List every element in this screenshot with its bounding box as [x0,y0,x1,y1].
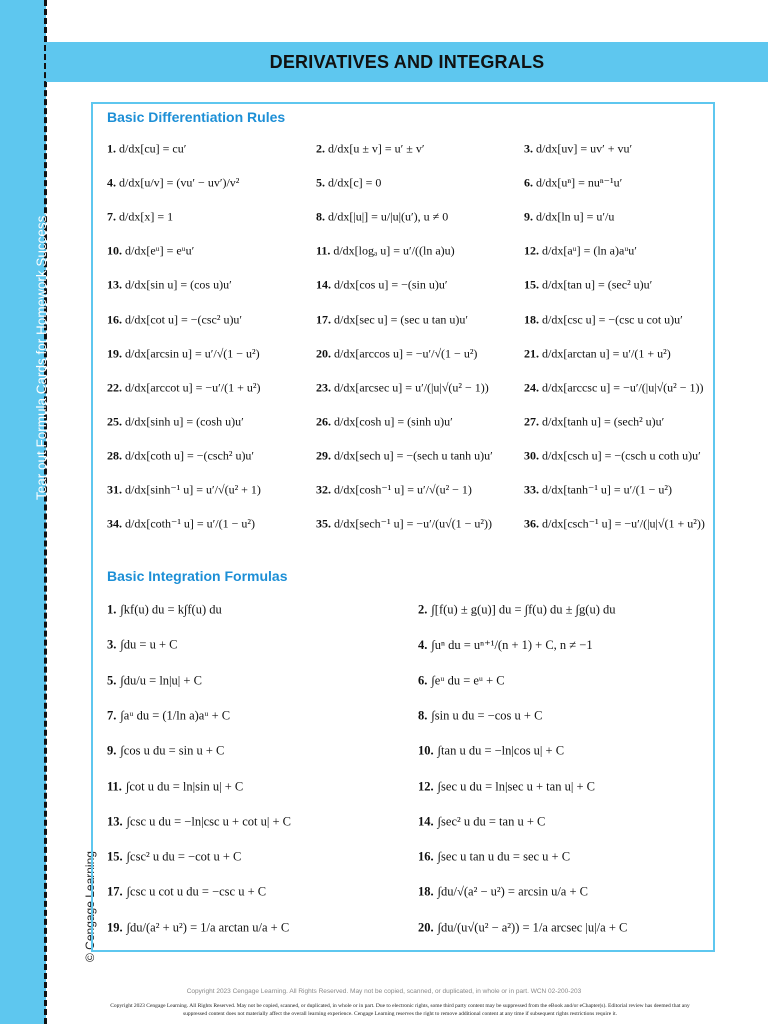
integration-rule [107,638,178,653]
rule-expression: d/dx[arcsin u] = u′/√(1 − u²) [125,346,260,361]
integration-rule [107,885,266,900]
rule-expression: d/dx[arccot u] = −u′/(1 + u²) [125,380,261,395]
rule-number: 25. [107,414,122,429]
rule-expression: d/dx[uv] = uv′ + vu′ [536,141,633,156]
differentiation-rule [524,517,705,532]
rule-expression: ∫du/√(a² − u²) = arcsin u/a + C [437,884,588,899]
rule-expression: d/dx[cu] = cu′ [119,141,187,156]
rule-number: 18. [418,884,434,899]
rule-number: 8. [418,708,428,723]
rule-number: 34. [107,516,122,531]
rule-expression: ∫sin u du = −cos u + C [431,708,543,723]
rule-expression: ∫aᵘ du = (1/ln a)aᵘ + C [120,708,231,723]
differentiation-rule [524,176,622,191]
differentiation-rule [316,176,381,191]
rule-number: 15. [107,849,123,864]
rule-number: 6. [418,673,428,688]
integration-rule [418,850,570,865]
differentiation-rule [316,142,425,157]
rule-number: 10. [107,243,122,258]
integration-rule [107,708,230,723]
differentiation-rule [524,210,614,225]
rule-number: 31. [107,482,122,497]
rule-expression: d/dx[cosh u] = (sinh u)u′ [334,414,453,429]
rule-expression: d/dx[cot u] = −(csc² u)u′ [125,312,243,326]
differentiation-rule [107,210,173,225]
rule-expression: ∫sec u tan u du = sec u + C [437,849,571,864]
rule-expression: ∫cos u du = sin u + C [120,743,225,758]
rule-number: 13. [107,277,122,292]
rule-expression: d/dx[sech⁻¹ u] = −u′/(u√(1 − u²)) [334,516,493,531]
differentiation-rule [107,346,260,361]
rule-number: 1. [107,141,116,156]
rights-notice: Copyright 2023 Cengage Learning. All Rights Reserved. May not be copied, scanned, or duplicated, in whole or in part. Due to electronic rights, some third party content may be suppressed from the eBook and/or eChapter(s). Editorial review has deemed that any suppressed content does not materially affect the overall learning experience. Cengage Learning reserves the right to remove additional content at any time if subsequent rights restrictions require it. [110,1003,690,1017]
rule-number: 8. [316,209,325,224]
rule-expression: ∫sec u du = ln|sec u + tan u| + C [437,779,595,793]
differentiation-rule [316,244,455,259]
page-title: DERIVATIVES AND INTEGRALS [46,42,768,82]
rule-expression: ∫csc u cot u du = −csc u + C [126,884,267,899]
rule-number: 30. [524,448,539,463]
rule-expression: d/dx[sin u] = (cos u)u′ [125,277,232,292]
differentiation-rule [316,346,477,361]
copyright-footer: Copyright 2023 Cengage Learning. All Rights Reserved. May not be copied, scanned, or duplicated, in whole or in part. WCN 02-200-203 [186,988,582,995]
perforation-line [44,0,47,1024]
rule-expression: d/dx[tanh u] = (sech² u)u′ [542,414,665,429]
differentiation-rule [524,483,672,498]
rule-expression: d/dx[csch⁻¹ u] = −u′/(|u|√(1 + u²)) [542,516,705,531]
rule-number: 11. [107,779,122,793]
rule-number: 22. [107,380,122,395]
rule-expression: d/dx[u/v] = (vu′ − uv′)/v² [119,175,240,190]
rule-number: 23. [316,380,331,395]
rule-expression: d/dx[arctan u] = u′/(1 + u²) [542,346,671,361]
rule-number: 7. [107,209,116,224]
rule-expression: d/dx[arccsc u] = −u′/(|u|√(u² − 1)) [542,380,704,395]
rule-expression: ∫du/(a² + u²) = 1/a arctan u/a + C [126,920,290,935]
integration-rule [107,603,222,618]
rule-number: 18. [524,312,539,326]
rule-number: 32. [316,482,331,497]
integration-rule [418,885,588,900]
differentiation-rule [524,380,704,395]
integration-rule [107,920,289,935]
rule-number: 26. [316,414,331,429]
rule-expression: d/dx[coth⁻¹ u] = u′/(1 − u²) [125,516,256,531]
differentiation-rule [316,517,492,532]
differentiation-rule [524,312,683,327]
rule-number: 10. [418,743,434,758]
differentiation-rule [316,483,472,498]
rule-expression: d/dx[arccos u] = −u′/√(1 − u²) [334,346,478,361]
integration-rule [418,920,627,935]
rule-number: 2. [316,141,325,156]
rule-expression: d/dx[sinh⁻¹ u] = u′/√(u² + 1) [125,482,261,497]
sidebar-strip [0,0,46,1024]
differentiation-rule [107,380,261,395]
integration-title: Basic Integration Formulas [107,568,288,584]
differentiation-rule [524,278,652,293]
rule-number: 15. [524,277,539,292]
rule-expression: d/dx[csc u] = −(csc u cot u)u′ [542,312,683,326]
rule-expression: ∫du = u + C [120,637,178,652]
rule-number: 24. [524,380,539,395]
rule-expression: d/dx[tan u] = (sec² u)u′ [542,277,653,292]
rule-expression: d/dx[csch u] = −(csch u coth u)u′ [542,448,701,463]
rule-expression: ∫uⁿ du = uⁿ⁺¹/(n + 1) + C, n ≠ −1 [431,638,593,653]
rule-expression: ∫[f(u) ± g(u)] du = ∫f(u) du ± ∫g(u) du [431,602,616,617]
differentiation-rule [107,278,232,293]
rule-expression: d/dx[|u|] = u/|u|(u′), u ≠ 0 [328,209,449,224]
differentiation-title: Basic Differentiation Rules [107,109,286,125]
rule-expression: ∫eᵘ du = eᵘ + C [431,673,505,688]
rule-expression: d/dx[x] = 1 [119,209,174,224]
differentiation-rule [524,346,671,361]
rule-expression: ∫cot u du = ln|sin u| + C [125,779,244,793]
rule-number: 19. [107,346,122,361]
differentiation-rule [316,414,453,429]
rule-number: 11. [316,243,331,258]
rule-number: 20. [418,920,434,935]
publisher-credit: © Cengage Learning [83,851,97,962]
rule-number: 17. [107,884,123,899]
rule-number: 6. [524,175,533,190]
rule-expression: d/dx[uⁿ] = nuⁿ⁻¹u′ [536,175,623,190]
rule-expression: d/dx[c] = 0 [328,175,382,190]
rule-expression: ∫csc u du = −ln|csc u + cot u| + C [126,814,292,829]
differentiation-rule [316,278,447,293]
rule-number: 9. [107,743,117,758]
rule-number: 21. [524,346,539,361]
integration-rule [418,603,616,618]
rule-number: 13. [107,814,123,829]
rule-expression: ∫tan u du = −ln|cos u| + C [437,743,565,758]
rule-number: 1. [107,602,117,617]
integration-rule [418,673,505,688]
differentiation-rule [107,244,194,259]
rule-number: 9. [524,209,533,224]
rule-expression: d/dx[arcsec u] = u′/(|u|√(u² − 1)) [334,380,489,395]
differentiation-rule [107,414,244,429]
rule-number: 20. [316,346,331,361]
rule-number: 29. [316,448,331,463]
differentiation-rule [316,448,493,463]
rule-number: 17. [316,312,331,326]
rule-expression: d/dx[sec u] = (sec u tan u)u′ [334,312,469,326]
rule-number: 35. [316,516,331,531]
differentiation-rule [316,210,448,225]
differentiation-rule [316,380,489,395]
differentiation-rule [107,483,261,498]
rule-number: 16. [107,312,122,326]
rule-expression: d/dx[eᵘ] = eᵘu′ [125,243,195,258]
integration-rule [418,637,593,653]
integration-rule [418,744,564,759]
rule-expression: d/dx[coth u] = −(csch² u)u′ [125,448,255,463]
rule-number: 27. [524,414,539,429]
integration-rule [107,744,224,759]
rule-expression: d/dx[cos u] = −(sin u)u′ [334,277,448,292]
rule-number: 16. [418,849,434,864]
integration-rule [418,708,542,723]
rule-number: 14. [418,814,434,829]
rule-expression: ∫kf(u) du = k∫f(u) du [120,602,222,617]
rule-number: 12. [418,779,434,793]
differentiation-rule [524,142,632,157]
integration-rule [107,673,202,688]
integration-rule [107,779,243,794]
rule-number: 3. [524,141,533,156]
rule-number: 19. [107,920,123,935]
integration-rule [418,814,545,829]
rule-number: 33. [524,482,539,497]
rule-expression: ∫csc² u du = −cot u + C [126,849,242,864]
differentiation-rule [107,448,254,463]
rule-number: 5. [316,175,325,190]
differentiation-rule [524,244,637,259]
differentiation-rule [524,448,701,463]
integration-rule [107,850,241,865]
rule-number: 5. [107,673,117,688]
rule-expression: d/dx[cosh⁻¹ u] = u′/√(u² − 1) [334,482,472,497]
rule-number: 14. [316,277,331,292]
differentiation-rule [107,142,186,157]
differentiation-rule [107,312,242,327]
rule-number: 28. [107,448,122,463]
rule-expression: d/dx[tanh⁻¹ u] = u′/(1 − u²) [542,482,673,497]
differentiation-rule [316,312,468,327]
integration-rule [107,814,291,829]
rule-number: 36. [524,516,539,531]
sidebar-tagline: Tear out Formula Cards for Homework Success. [34,211,49,500]
rule-expression: ∫du/u = ln|u| + C [120,673,202,688]
rule-expression: ∫du/(u√(u² − a²)) = 1/a arcsec |u|/a + C [437,920,628,935]
differentiation-rule [107,176,239,191]
integration-rule [418,779,595,794]
rule-expression: d/dx[aᵘ] = (ln a)aᵘu′ [542,243,637,258]
rule-expression: d/dx[sech u] = −(sech u tanh u)u′ [334,448,493,463]
rule-expression: ∫sec² u du = tan u + C [437,814,546,829]
rule-number: 4. [418,638,428,653]
rule-expression: d/dx[u ± v] = u′ ± v′ [328,141,425,156]
rule-expression: d/dx[sinh u] = (cosh u)u′ [125,414,244,429]
rule-number: 4. [107,175,116,190]
rule-expression: d/dx[ln u] = u′/u [536,209,615,224]
rule-number: 2. [418,602,428,617]
rule-number: 3. [107,637,117,652]
differentiation-rule [524,414,664,429]
differentiation-rule [107,517,255,532]
rule-number: 12. [524,243,539,258]
rule-number: 7. [107,708,117,723]
rule-expression: d/dx[logₐ u] = u′/((ln a)u) [333,243,455,258]
